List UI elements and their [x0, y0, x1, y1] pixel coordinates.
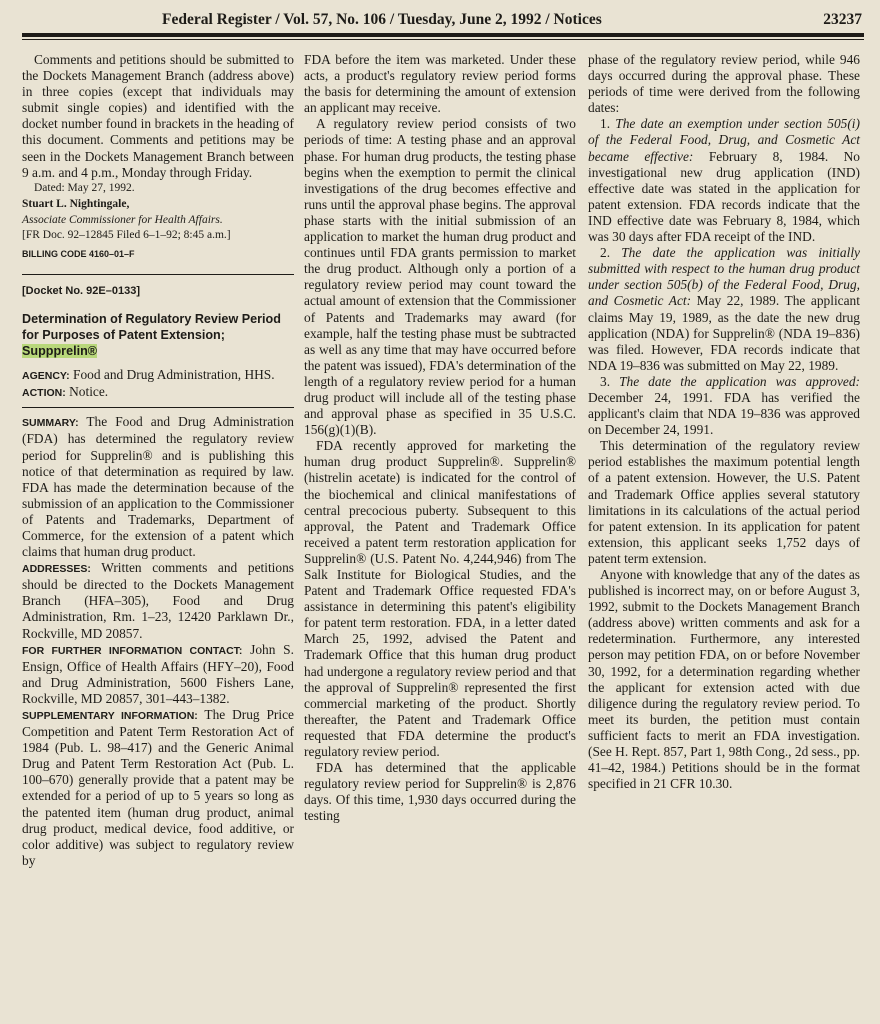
header-title: Federal Register / Vol. 57, No. 106 / Tuesday, June 2, 1992 / Notices — [162, 11, 602, 28]
date-item-3-text: December 24, 1991. FDA has verified the applicant's claim that NDA 19–836 was approved on December 24, 1991. — [588, 389, 860, 438]
signer-title: Associate Commissioner for Health Affairs. — [22, 213, 223, 226]
summary-text: The Food and Drug Administration (FDA) has determined the regulatory review period for Supprelin® and is publishing this notice of that determination as required by law. FDA has made the determination because of the submission of an application to the Commissioner of Patents and Trademarks, Department of Commerce, for the extension of a patent which claims that human drug product. — [22, 414, 294, 560]
docket-number: [Docket No. 92E–0133] — [22, 285, 140, 298]
date-item-1 — [588, 116, 860, 245]
header-rule-thin — [22, 39, 864, 40]
addresses-text: Written comments and petitions should be directed to the Dockets Management Branch (HFA–305), Food and Drug Administration, Rm. 1–23, 12420 Parklawn Dr., Rockville, MD 20857. — [22, 560, 294, 641]
fr-doc-line: [FR Doc. 92–12845 Filed 6–1–92; 8:45 a.m.] — [22, 228, 231, 241]
col2-paragraph-1: FDA before the item was marketed. Under these acts, a product's regulatory review period forms the basis for determining the amount of extension an applicant may receive. — [304, 52, 576, 116]
header-rule-thick — [22, 33, 864, 37]
date-item-1-number: 1. — [600, 116, 611, 132]
date-item-1-text: February 8, 1984. No investigational new drug application (IND) effective date was stated in the application for patent extension. FDA records indicate that the IND effective date was February 8, 1984, which was 30 days after FDA receipt of the IND. — [588, 148, 861, 245]
col2-paragraph-3: FDA recently approved for marketing the human drug product Supprelin®. Supprelin® (histrelin acetate) is indicated for the control of the biochemical and clinical manifestations of central precocious puberty. Subsequent to this approval, the Patent and Trademark Office received a patent term restoration application for Supprelin® (U.S. Patent No. 4,244,946) from The Salk Institute for Biological Studies, and the Patent and Trademark Office requested FDA's assistance in determining this patent's eligibility for patent term restoration. FDA, in a letter dated March 25, 1992, advised the Patent and Trademark Office that this human drug product had undergone a regulatory review period and that the approval of Supprelin® represented the first commercial marketing of the product. Shortly thereafter, the Patent and Trademark Office requested that FDA determine the product's regulatory review period. — [304, 438, 576, 760]
supplementary-paragraph — [22, 707, 294, 869]
section-divider — [22, 274, 294, 275]
supplementary-text: The Drug Price Competition and Patent Term Restoration Act of 1984 (Pub. L. 98–417) and the Generic Animal Drug and Patent Term Restoration Act (Pub. L. 100–670) generally provide that a patent may be extended for a period of up to 5 years so long as the patented item (human drug product, animal drug product, medical device, food additive, or color additive) was subject to regulatory review by — [22, 707, 294, 868]
col3-paragraph-3: Anyone with knowledge that any of the dates as published is incorrect may, on or before August 3, 1992, submit to the Dockets Management Branch (address above) written comments and ask for a redetermination. Furthermore, any interested person may petition FDA, on or before November 30, 1992, for a determination regarding whether the applicant for extension acted with due diligence during the regulatory review period. To meet its burden, the petition must contain sufficient facts to merit an FDA investigation. (See H. Rept. 857, Part 1, 98th Cong., 2d sess., pp. 41–42, 1984.) Petitions should be in the format specified in 21 CFR 10.30. — [588, 567, 860, 792]
document-title-text: Determination of Regulatory Review Period for Purposes of Patent Extension; — [22, 312, 281, 343]
column-1 — [22, 52, 294, 869]
summary-label: SUMMARY: — [22, 417, 79, 430]
date-item-1-title: The date an exemption under section 505(i) of the Federal Food, Drug, and Cosmetic Act became effective: — [588, 116, 860, 164]
billing-code: BILLING CODE 4160–01–F — [22, 248, 135, 259]
page-number: 23237 — [823, 11, 862, 28]
contact-paragraph — [22, 642, 294, 707]
document-title-drug: Suppprelin® — [22, 344, 98, 359]
date-item-3-number: 3. — [600, 373, 611, 389]
summary-divider — [22, 407, 294, 408]
date-item-3-title: The date the application was approved: — [619, 373, 860, 389]
addresses-paragraph — [22, 560, 294, 641]
col3-paragraph-1: phase of the regulatory review period, while 946 days occurred during the approval phase. These periods of time were derived from the following dates: — [588, 52, 860, 116]
date-item-2 — [588, 245, 860, 374]
intro-comments: Comments and petitions should be submitted to the Dockets Management Branch (address above) in three copies (except that individuals may submit single copies) and identified with the docket number found in brackets in the heading of this document. Comments and petitions may be seen in the Dockets Management Branch between 9 a.m. and 4 p.m., Monday through Friday. — [22, 52, 294, 180]
date-item-2-number: 2. — [600, 245, 611, 261]
column-2 — [304, 52, 576, 825]
running-header — [22, 8, 862, 32]
col3-paragraph-2: This determination of the regulatory review period establishes the maximum potential length of a patent extension. However, the U.S. Patent and Trademark Office applies several statutory limitations in its calculations of the actual period for patent extension. In its application for patent extension, this applicant seeks 1,752 days of patent term extension. — [588, 438, 860, 566]
col2-paragraph-4: FDA has determined that the applicable regulatory review period for Supprelin® is 2,876 days. Of this time, 1,930 days occurred during the testing — [304, 760, 576, 824]
date-item-2-title: The date the application was initially submitted with respect to the human drug product under section 505(b) of the Federal Food, Drug, and Cosmetic Act: — [588, 245, 860, 309]
date-item-2-text: May 22, 1989. The applicant claims May 19, 1989, as the date the new drug application (NDA) for Supprelin® (NDA 19–836) was filed. However, FDA records indicate that NDA 19–836 was submitted on May 22, 1989. — [588, 293, 860, 373]
action-line — [22, 384, 294, 401]
contact-text: John S. Ensign, Office of Health Affairs (HFY–20), Food and Drug Administration, 5600 Fishers Lane, Rockville, MD 20857, 301–443–1382. — [22, 641, 294, 706]
agency-label: AGENCY: — [22, 370, 70, 383]
agency-text: Food and Drug Administration, HHS. — [73, 367, 275, 383]
action-label: ACTION: — [22, 387, 66, 400]
dated-line: Dated: May 27, 1992. — [34, 181, 135, 194]
addresses-label: ADDRESSES: — [22, 563, 91, 576]
date-item-3 — [588, 374, 860, 438]
signer-name: Stuart L. Nightingale, — [22, 197, 130, 210]
contact-label: FOR FURTHER INFORMATION CONTACT: — [22, 644, 243, 657]
document-title — [22, 311, 294, 359]
action-text: Notice. — [69, 384, 109, 400]
supplementary-label: SUPPLEMENTARY INFORMATION: — [22, 710, 198, 722]
agency-line — [22, 367, 294, 384]
summary-paragraph — [22, 414, 294, 560]
column-3 — [588, 52, 860, 792]
col2-paragraph-2: A regulatory review period consists of two periods of time: A testing phase and an approval phase. For human drug products, the testing phase begins when the exemption to permit the clinical investigations of the drug becomes effective and runs until the approval phase begins. The approval phase starts with the initial submission of an application to market the human drug product and continues until FDA grants permission to market the drug product. Although only a portion of a regulatory review period may count toward the actual amount of extension that the Commissioner of Patents and Trademarks may award (for example, half the testing phase must be subtracted as well as any time that may have occurred before the patent was issued), FDA's determination of the length of a regulatory review period for a human drug product will include all of the testing phase and approval phase as specified in 35 U.S.C. 156(g)(1)(B). — [304, 116, 576, 438]
